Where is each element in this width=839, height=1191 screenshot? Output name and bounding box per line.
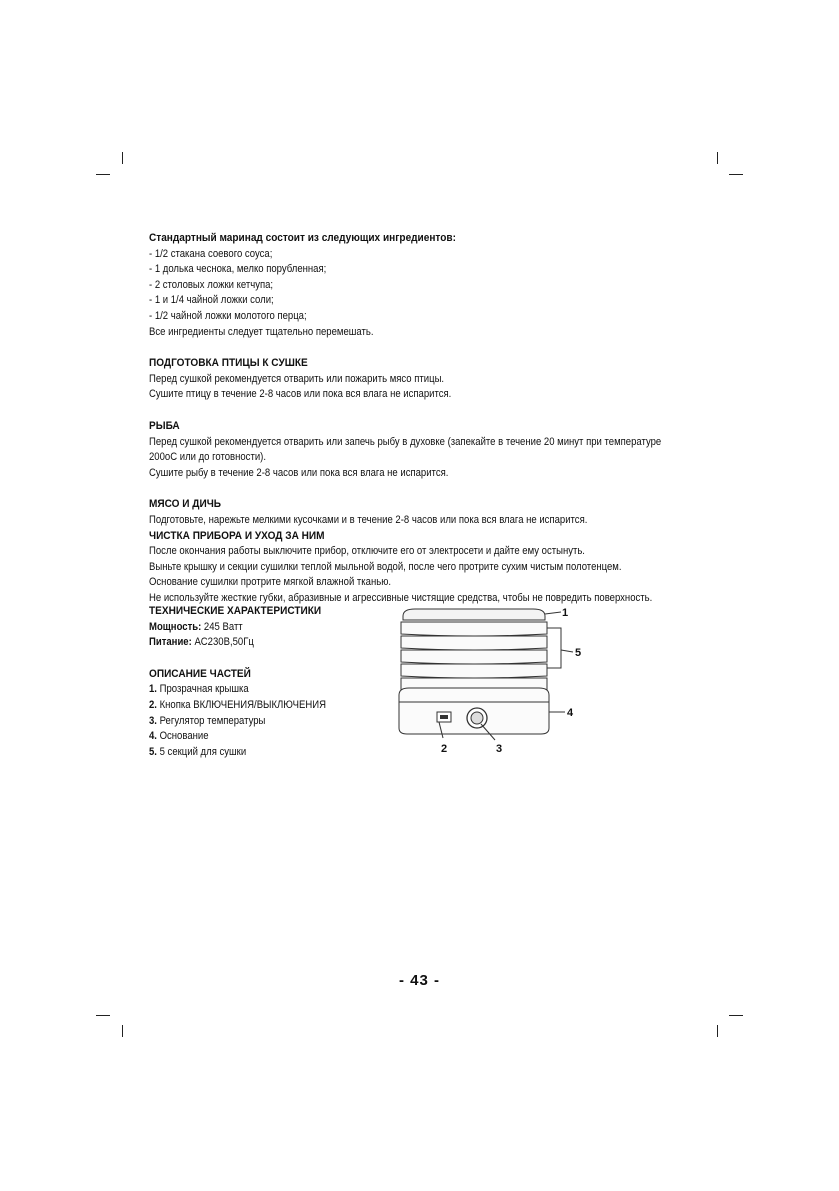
recipe-item: - 1 и 1/4 чайной ложки соли;: [149, 294, 274, 307]
part-number: 5.: [149, 745, 157, 758]
recipe-item: - 2 столовых ложки кетчупа;: [149, 278, 274, 291]
spec-supply: [149, 635, 365, 651]
callout-label: 2: [441, 743, 448, 755]
crop-mark: [729, 174, 743, 175]
spec-power: [149, 620, 365, 636]
spec-power-label: Мощность:: [149, 620, 202, 633]
meat-heading: МЯСО И ДИЧЬ: [149, 498, 222, 511]
parts-heading: ОПИСАНИЕ ЧАСТЕЙ: [149, 667, 251, 680]
crop-mark: [717, 1025, 718, 1037]
crop-mark: [122, 1025, 123, 1037]
part-number: 4.: [149, 730, 157, 743]
part-item: [149, 714, 365, 730]
callout-label: 1: [562, 607, 569, 619]
dehydrator-diagram: [385, 600, 600, 765]
part-text: Регулятор температуры: [156, 714, 266, 727]
fish-line: 200оС или до готовности).: [149, 451, 266, 464]
tray-shape: [401, 650, 547, 664]
poultry-heading: ПОДГОТОВКА ПТИЦЫ К СУШКЕ: [149, 357, 308, 370]
part-text: Прозрачная крышка: [156, 683, 249, 696]
part-item: [149, 698, 365, 714]
part-number: 1.: [149, 683, 157, 696]
recipe-note: Все ингредиенты следует тщательно перемешать.: [149, 325, 374, 338]
fish-line: Сушите рыбу в течение 2-8 часов или пока вся влага не испарится.: [149, 466, 449, 479]
lid-shape: [403, 609, 545, 620]
recipe-item: - 1/2 чайной ложки молотого перца;: [149, 309, 307, 322]
crop-mark: [729, 1015, 743, 1016]
callout-label: 3: [496, 743, 503, 755]
specs-and-parts: [149, 604, 365, 760]
spec-supply-value: AC230В,50Гц: [191, 636, 254, 649]
cleaning-line: Не используйте жесткие губки, абразивные и агрессивные чистящие средства, чтобы не повредить поверхность.: [149, 591, 653, 604]
tray-shape: [401, 622, 547, 636]
fish-heading: РЫБА: [149, 419, 180, 432]
cleaning-line: Основание сушилки протрите мягкой влажной тканью.: [149, 576, 392, 589]
part-text: 5 секций для сушки: [156, 745, 247, 758]
cleaning-heading: ЧИСТКА ПРИБОРА И УХОД ЗА НИМ: [149, 529, 325, 542]
spec-power-value: 245 Ватт: [201, 620, 243, 633]
crop-mark: [96, 1015, 110, 1016]
fish-line: Перед сушкой рекомендуется отварить или запечь рыбу в духовке (запекайте в течение 20 минут при температуре: [149, 435, 662, 448]
callout-label: 5: [575, 647, 582, 659]
crop-mark: [717, 152, 718, 164]
part-text: Кнопка ВКЛЮЧЕНИЯ/ВЫКЛЮЧЕНИЯ: [156, 698, 326, 711]
part-text: Основание: [156, 730, 209, 743]
part-number: 3.: [149, 714, 157, 727]
poultry-line: Сушите птицу в течение 2-8 часов или пока вся влага не испарится.: [149, 388, 452, 401]
poultry-line: Перед сушкой рекомендуется отварить или пожарить мясо птицы.: [149, 372, 445, 385]
recipe-item: - 1 долька чеснока, мелко порубленная;: [149, 263, 327, 276]
part-item: [149, 729, 365, 745]
tray-shape: [401, 664, 547, 678]
crop-mark: [122, 152, 123, 164]
cleaning-line: После окончания работы выключите прибор, отключите его от электросети и дайте ему остынуть.: [149, 545, 585, 558]
tray-shape: [401, 636, 547, 650]
meat-line: Подготовьте, нарежьте мелкими кусочками и в течение 2-8 часов или пока вся влага не испарится.: [149, 513, 588, 526]
part-item: [149, 682, 365, 698]
callout-label: 4: [567, 707, 574, 719]
part-item: [149, 745, 365, 761]
page-number: - 43 -: [398, 972, 440, 989]
cleaning-line: Выньте крышку и секции сушилки теплой мыльной водой, после чего протрите сухим чистым полотенцем.: [149, 560, 622, 573]
recipe-heading: Стандартный маринад состоит из следующих ингредиентов:: [149, 232, 456, 244]
spec-supply-label: Питание:: [149, 636, 192, 649]
part-number: 2.: [149, 698, 157, 711]
recipe-item: - 1/2 стакана соевого соуса;: [149, 247, 273, 260]
document-body: [149, 231, 707, 606]
crop-mark: [96, 174, 110, 175]
specs-heading: ТЕХНИЧЕСКИЕ ХАРАКТЕРИСТИКИ: [149, 605, 322, 617]
